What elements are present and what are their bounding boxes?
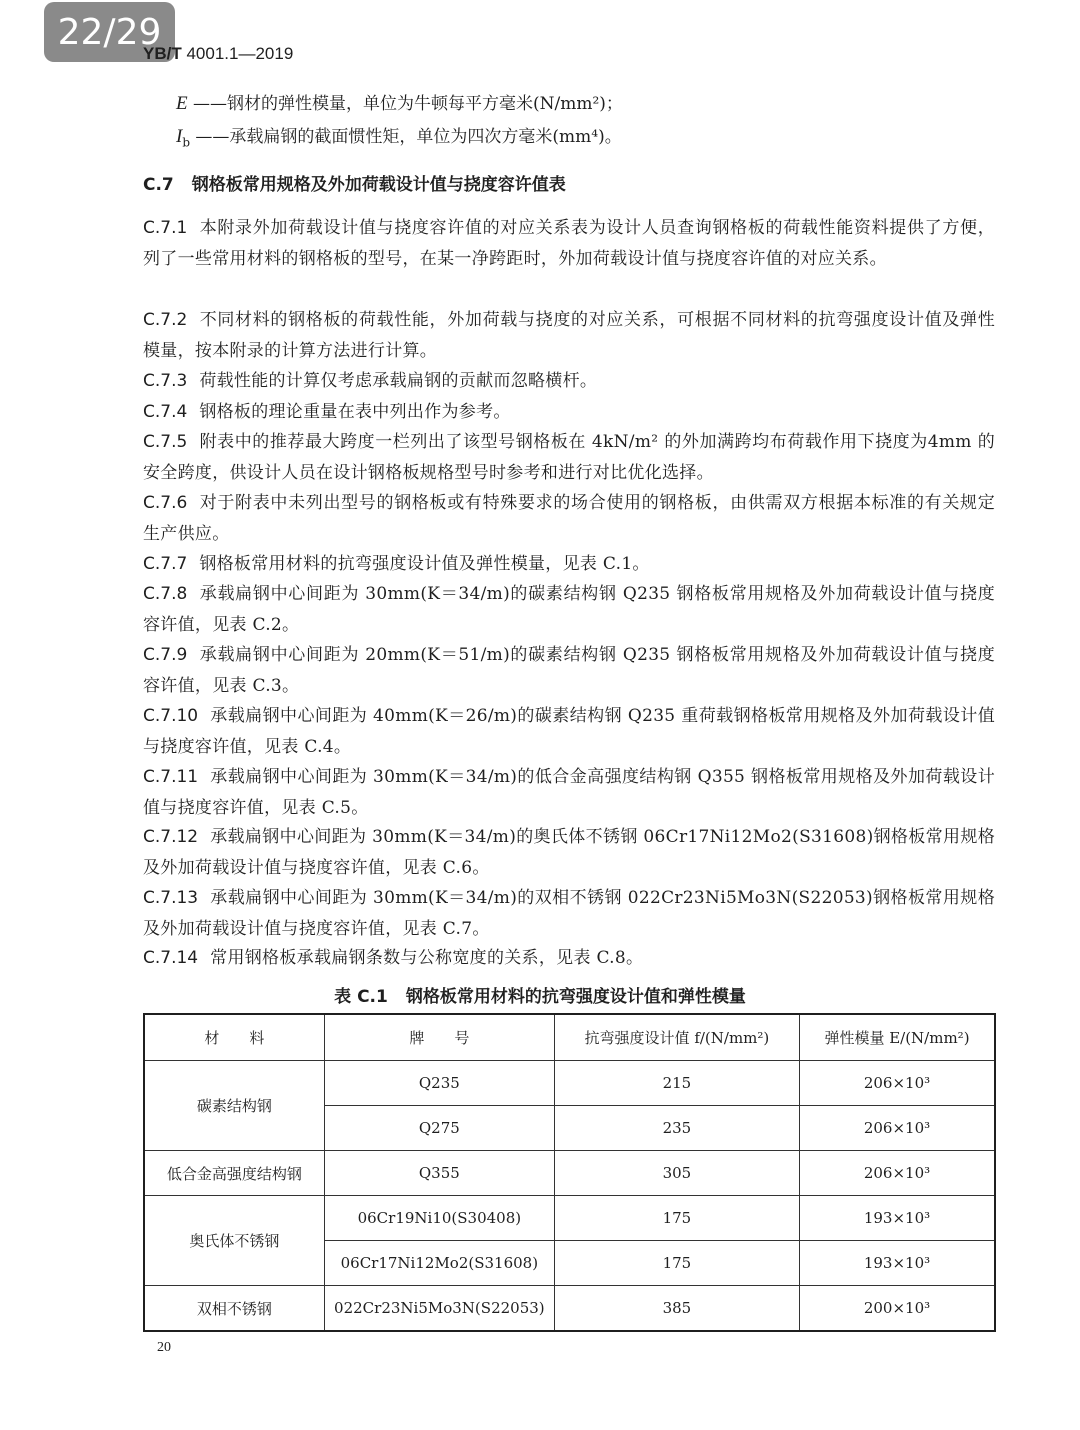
- clause: [143, 213, 995, 275]
- clause-number: C.7.2: [143, 310, 188, 330]
- clause: [143, 366, 995, 397]
- cell-strength: 175: [554, 1241, 799, 1286]
- cell-strength: 175: [554, 1196, 799, 1241]
- clause-text: 承载扁钢中心间距为 20mm(K＝51/m)的碳素结构钢 Q235 钢格板常用规格及外加荷载设计值与挠度容许值，见表 C.3。: [143, 645, 995, 696]
- table-row: [144, 1061, 995, 1106]
- cell-modulus: 193×10³: [800, 1241, 996, 1286]
- page-counter-badge: 22/29: [44, 2, 175, 62]
- clause-text: 承载扁钢中心间距为 40mm(K＝26/m)的碳素结构钢 Q235 重荷载钢格板常用规格及外加荷载设计值与挠度容许值，见表 C.4。: [143, 706, 995, 757]
- clause: [143, 701, 995, 763]
- definition-symbol: E: [176, 93, 188, 114]
- cell-grade: 022Cr23Ni5Mo3N(S22053): [324, 1286, 554, 1332]
- cell-material: 双相不锈钢: [144, 1286, 324, 1332]
- clause: [143, 883, 995, 945]
- cell-strength: 235: [554, 1106, 799, 1151]
- cell-strength: 215: [554, 1061, 799, 1106]
- clause-text: 钢格板常用材料的抗弯强度设计值及弹性模量，见表 C.1。: [199, 554, 650, 574]
- clause: [143, 488, 995, 550]
- definition-symbol: I: [176, 126, 183, 147]
- clause-text: 承载扁钢中心间距为 30mm(K＝34/m)的奥氏体不锈钢 06Cr17Ni12Mo2(S31608)钢格板常用规格及外加荷载设计值与挠度容许值，见表 C.6。: [143, 827, 995, 878]
- clause-number: C.7.1: [143, 218, 188, 238]
- clause-text: 对于附表中未列出型号的钢格板或有特殊要求的场合使用的钢格板，由供需双方根据本标准的有关规定生产供应。: [143, 493, 995, 544]
- clause: [143, 579, 995, 641]
- clause: [143, 822, 995, 884]
- standard-header: [143, 44, 293, 64]
- clause: [143, 549, 995, 580]
- definition-text: ——钢材的弹性模量，单位为牛顿每平方毫米(N/mm²)；: [193, 94, 623, 114]
- clause: [143, 427, 995, 489]
- clause-number: C.7.5: [143, 432, 188, 452]
- cell-grade: Q275: [324, 1106, 554, 1151]
- clause-text: 本附录外加荷载设计值与挠度容许值的对应关系表为设计人员查询钢格板的荷载性能资料提供了方便，列了一些常用材料的钢格板的型号，在某一净跨距时，外加荷载设计值与挠度容许值的对应关系。: [143, 218, 995, 269]
- cell-modulus: 206×10³: [800, 1151, 996, 1196]
- cell-modulus: 193×10³: [800, 1196, 996, 1241]
- definition-e: [176, 92, 623, 116]
- page-number: 20: [157, 1340, 171, 1355]
- clause-text: 常用钢格板承载扁钢条数与公称宽度的关系，见表 C.8。: [210, 948, 644, 968]
- table-row: [144, 1151, 995, 1196]
- cell-grade: 06Cr19Ni10(S30408): [324, 1196, 554, 1241]
- cell-modulus: 206×10³: [800, 1061, 996, 1106]
- cell-modulus: 206×10³: [800, 1106, 996, 1151]
- clause-number: C.7.10: [143, 706, 199, 726]
- clause-number: C.7.14: [143, 948, 199, 968]
- clause-number: C.7.6: [143, 493, 188, 513]
- header-modulus: 弹性模量 E/(N/mm²): [800, 1014, 996, 1061]
- clause-number: C.7.13: [143, 888, 199, 908]
- definition-ib: [176, 125, 622, 154]
- clause-text: 承载扁钢中心间距为 30mm(K＝34/m)的低合金高强度结构钢 Q355 钢格板常用规格及外加荷载设计值与挠度容许值，见表 C.5。: [143, 767, 995, 818]
- header-grade: 牌 号: [324, 1014, 554, 1061]
- clause-text: 钢格板的理论重量在表中列出作为参考。: [199, 402, 511, 422]
- section-heading: [143, 170, 566, 195]
- clause: [143, 397, 995, 428]
- clause-text: 承载扁钢中心间距为 30mm(K＝34/m)的双相不锈钢 022Cr23Ni5Mo3N(S22053)钢格板常用规格及外加荷载设计值与挠度容许值，见表 C.7。: [143, 888, 995, 939]
- cell-material: 低合金高强度结构钢: [144, 1151, 324, 1196]
- table-title-text: 钢格板常用材料的抗弯强度设计值和弹性模量: [405, 987, 746, 1007]
- clause-number: C.7.12: [143, 827, 199, 847]
- clause: [143, 640, 995, 702]
- standard-code: YB/T: [143, 44, 182, 63]
- table-number: 表 C.1: [334, 987, 388, 1007]
- clause-text: 荷载性能的计算仅考虑承载扁钢的贡献而忽略横杆。: [199, 371, 598, 391]
- clause-number: C.7.4: [143, 402, 188, 422]
- clause: [143, 943, 995, 974]
- materials-table: [143, 1013, 996, 1332]
- header-material: 材 料: [144, 1014, 324, 1061]
- table-row: [144, 1196, 995, 1241]
- section-number: C.7: [143, 175, 174, 195]
- cell-material: 碳素结构钢: [144, 1061, 324, 1151]
- clause-text: 承载扁钢中心间距为 30mm(K＝34/m)的碳素结构钢 Q235 钢格板常用规格及外加荷载设计值与挠度容许值，见表 C.2。: [143, 584, 995, 635]
- clause-number: C.7.7: [143, 554, 188, 574]
- cell-grade: Q355: [324, 1151, 554, 1196]
- section-title: 钢格板常用规格及外加荷载设计值与挠度容许值表: [191, 175, 566, 195]
- clause-number: C.7.8: [143, 584, 188, 604]
- cell-strength: 305: [554, 1151, 799, 1196]
- clause-text: 不同材料的钢格板的荷载性能，外加荷载与挠度的对应关系，可根据不同材料的抗弯强度设计值及弹性模量，按本附录的计算方法进行计算。: [143, 310, 995, 361]
- header-strength: 抗弯强度设计值 f/(N/mm²): [554, 1014, 799, 1061]
- cell-grade: 06Cr17Ni12Mo2(S31608): [324, 1241, 554, 1286]
- standard-number: 4001.1—2019: [186, 44, 294, 63]
- clause-text: 附表中的推荐最大跨度一栏列出了该型号钢格板在 4kN/m² 的外加满跨均布荷载作用下挠度为4mm 的安全跨度，供设计人员在设计钢格板规格型号时参考和进行对比优化选择。: [143, 432, 995, 483]
- clause: [143, 762, 995, 824]
- table-row: [144, 1286, 995, 1332]
- cell-modulus: 200×10³: [800, 1286, 996, 1332]
- clause-number: C.7.9: [143, 645, 188, 665]
- table-title: [0, 982, 1080, 1007]
- definition-subscript: b: [182, 135, 191, 150]
- clause-number: C.7.11: [143, 767, 199, 787]
- cell-strength: 385: [554, 1286, 799, 1332]
- table-header-row: [144, 1014, 995, 1061]
- cell-material: 奥氏体不锈钢: [144, 1196, 324, 1286]
- definition-text: ——承载扁钢的截面惯性矩，单位为四次方毫米(mm⁴)。: [195, 127, 622, 147]
- cell-grade: Q235: [324, 1061, 554, 1106]
- clause: [143, 305, 995, 367]
- clause-number: C.7.3: [143, 371, 188, 391]
